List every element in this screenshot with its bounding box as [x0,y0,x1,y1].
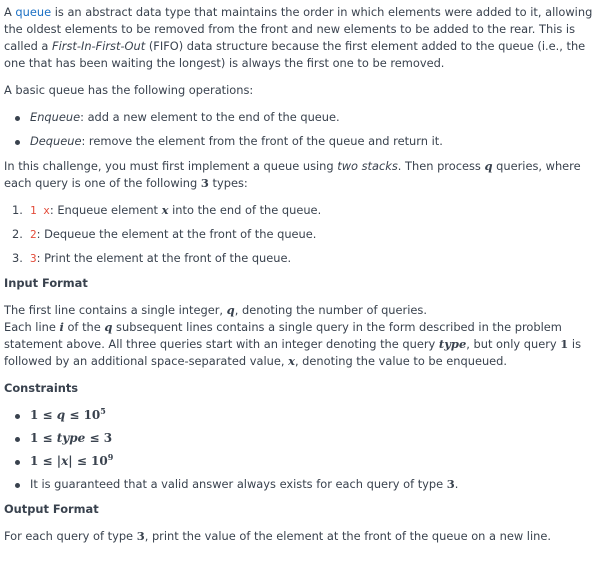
operations-list [4,109,596,150]
query-type-3: 3. 3: Print the element at the front of the queue. [12,251,292,265]
query-type-1: 1. 1 x: Enqueue element x into the end of the queue. [12,203,322,217]
operation-dequeue: Dequeue: remove the element from the front of the queue and return it. [4,133,596,150]
constraint-note: It is guaranteed that a valid answer always exists for each query of type 3. [4,476,596,493]
challenge-paragraph: In this challenge, you must first implement a queue using two stacks. Then process q queries, where each query is one of the following 3 types: [4,159,581,190]
intro-paragraph: A queue is an abstract data type that maintains the order in which elements were added to it, allowing the oldest elements to be removed from the front and new elements to be added to the rear. This is called a First-In-First-Out (FIFO) data structure because the first element added to the queue (i.e., the one that has been waiting the longest) is always the first one to be removed. [4,5,593,70]
constraint-q: $1 \le q \le 10^5$ [4,407,596,424]
constraints-heading: Constraints [4,381,79,395]
operations-lead: A basic queue has the following operations: [4,83,254,97]
output-format-heading: Output Format [4,502,99,516]
input-format-heading: Input Format [4,276,88,290]
input-format-text: The first line contains a single integer, q, denoting the number of queries. Each line i of the q subsequent lines contains a single query in the form described in the problem statement above. All three queries start with an integer denoting the query type, but only query 1 is followed by an additional space-separated value, x, denoting the value to be enqueued. [4,303,582,368]
query-type-2: 2. 2: Dequeue the element at the front of the queue. [12,227,317,241]
queue-link[interactable]: queue [15,5,52,19]
output-format-text: For each query of type 3, print the value of the element at the front of the queue on a new line. [4,529,551,543]
constraint-type: 1 ≤ type ≤ 3 [4,430,596,447]
constraint-x: $1 \le |x| \le 10^9$ [4,453,596,470]
operation-enqueue: Enqueue: add a new element to the end of the queue. [4,109,596,126]
constraints-list [4,407,596,493]
query-types-list [4,202,596,267]
